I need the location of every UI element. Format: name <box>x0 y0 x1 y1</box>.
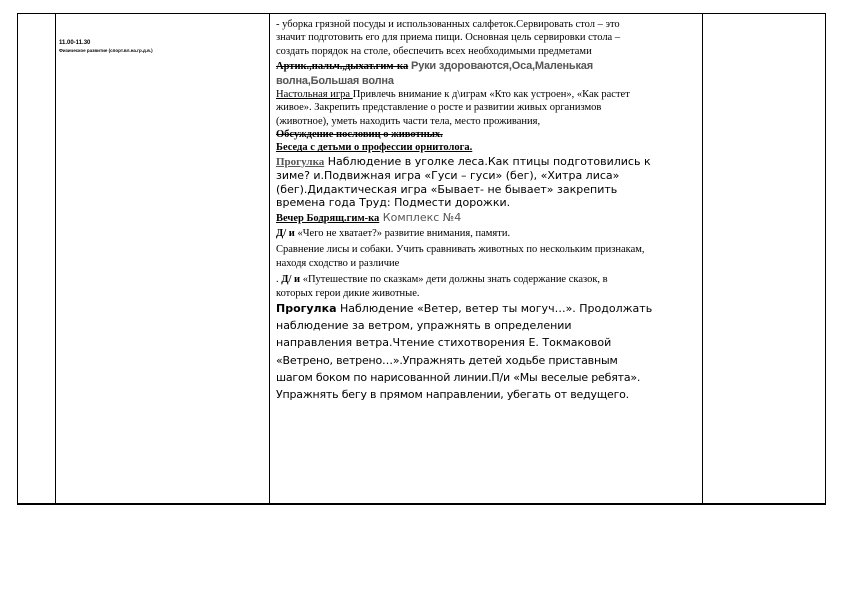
text-prefix: . <box>276 274 282 286</box>
walk-1-block <box>276 155 696 169</box>
text-line: (бег).Дидактическая игра «Бывает- не бывает» закрепить <box>276 182 618 196</box>
proverbs-discussion: Обсуждение пословиц о животных. <box>276 129 443 141</box>
text-line: наблюдение за ветром, упражнять в определении <box>276 318 572 332</box>
walk-1-label: Прогулка <box>276 155 325 168</box>
di-text: «Путешествие по сказкам» дети должны знать содержание сказок, в <box>300 274 608 286</box>
evening-label: Вечер Бодрящ.гим-ка <box>276 213 380 225</box>
text-line: Упражнять бегу в прямом направлении, убегать от ведущего. <box>276 387 629 401</box>
evening-text: Комплекс №4 <box>379 211 462 225</box>
serving-text <box>276 18 696 58</box>
board-game-label: Настольная игра <box>276 88 353 100</box>
board-game-block <box>276 88 696 101</box>
text-line: «Ветрено, ветрено…».Упражнять детей ходьбе приставным <box>276 353 618 367</box>
ornithologist-conversation: Беседа с детьми о профессии орнитолога. <box>276 142 473 154</box>
time-range: 11.00-11.30 <box>59 40 91 46</box>
text-line: живое». Закрепить представление о росте и развитии живых организмов <box>276 102 602 114</box>
text-line: времена года Труд: Подмести дорожки. <box>276 196 511 210</box>
board-game-text: Привлечь внимание к д\играм «Кто как устроен», «Как растет <box>352 88 630 100</box>
artic-gym-text: Руки здороваются,Оса,Маленькая <box>408 60 593 73</box>
di-text: «Чего не хватает?» развитие внимания, памяти. <box>294 227 511 239</box>
text-line: направления ветра.Чтение стихотворения Е. Токмаковой <box>276 336 612 349</box>
walk-2-block <box>276 301 696 318</box>
text-line: шагом боком по нарисованной линии.П/и «Мы веселые ребята». <box>276 370 641 384</box>
activity-description-cell <box>270 14 703 505</box>
empty-cell-left <box>18 14 56 505</box>
di-label: Д/ и <box>276 227 295 239</box>
artic-gym-block <box>276 58 696 74</box>
text-line: создать порядок на столе, обеспечить всех необходимыми предметами <box>276 45 592 57</box>
activity-subject: Физическое развитие (спорт.вл.на.гр.д.в.) <box>59 48 153 53</box>
artic-gym-text-cont: волна,Большая волна <box>276 74 394 87</box>
time-cell <box>56 14 270 505</box>
evening-block <box>276 209 696 227</box>
table-row <box>18 14 826 505</box>
text-line: зиме? и.Подвижная игра «Гуси – гуси» (бег), «Хитра лиса» <box>276 169 620 183</box>
didactic-game-2 <box>276 273 696 286</box>
walk-2-label: Прогулка <box>276 302 337 315</box>
walk-2-text: Наблюдение «Ветер, ветер ты могуч…». Продолжать <box>336 302 653 315</box>
artic-gym-label: Артик.,пальч.,дыхат.гим-ка <box>276 61 409 73</box>
didactic-game-1 <box>276 227 696 240</box>
empty-cell-right <box>703 14 826 505</box>
walk-1-text: Наблюдение в уголке леса.Как птицы подготовились к <box>324 154 651 168</box>
plan-table <box>17 13 826 505</box>
text-line: - уборка грязной посуды и использованных салфеток.Сервировать стол – это <box>276 19 620 30</box>
text-line: (животное), уметь находить части тела, место проживания, <box>276 115 541 127</box>
di-label: Д/ и <box>281 274 301 286</box>
text-line: значит подготовить его для приема пищи. Основная цель сервировки стола – <box>276 32 621 44</box>
text-line: которых герои дикие животные. <box>276 287 420 299</box>
text-line: Сравнение лисы и собаки. Учить сравнивать животных по нескольким признакам, <box>276 244 645 256</box>
text-line: находя сходство и различие <box>276 257 400 269</box>
